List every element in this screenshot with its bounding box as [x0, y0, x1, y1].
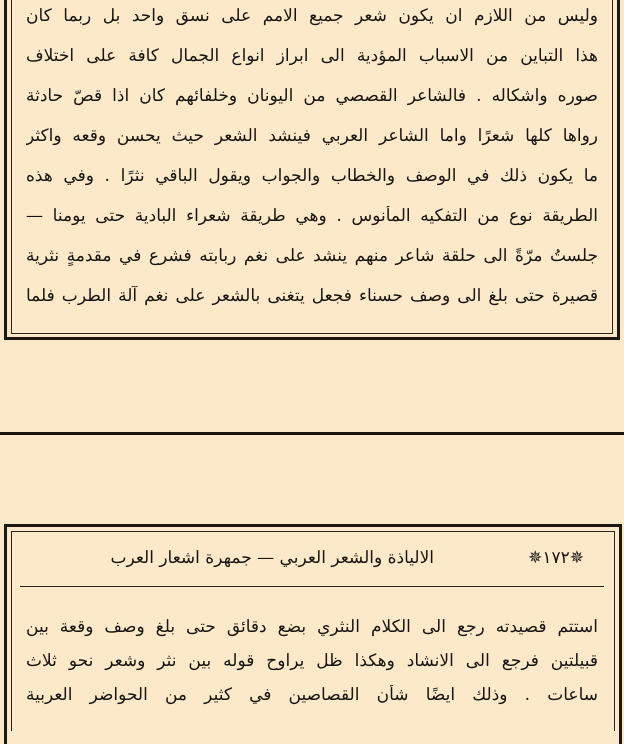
page-number: ✵١٧٢✵	[528, 548, 584, 568]
text-line: صوره واشكاله . فالشاعر القصصي من اليونان وخلفائهم كان اذا قصّ حادثة	[26, 86, 598, 106]
text-line: قبيلتين فرجع الى الانشاد وهكذا ظل يراوح قوله بين نثر وشعر نحو ثلاث	[26, 651, 598, 671]
text-line: ساعات . وذلك ايضًا شأن القصاصين في كثير من الحواضر العربية	[26, 685, 598, 705]
top-page	[0, 0, 624, 346]
text-line: قصيرة حتى بلغ الى وصف حسناء فجعل يتغنى بالشعر على نغم آلة الطرب فلما	[26, 286, 598, 306]
text-line: رواها كلها شعرًا واما الشاعر العربي فينشد الشعر حيث يحسن وقعه واكثر	[26, 126, 598, 146]
page-header	[20, 540, 604, 578]
text-line: الطريقة نوع من التفكيه المأنوس . وهي طريقة شعراء البادية حتى يومنا —	[26, 206, 598, 226]
text-line: وليس من اللازم ان يكون شعر جميع الامم على نسق واحد بل ربما كان	[26, 6, 598, 26]
running-title: الالياذة والشعر العربي — جمهرة اشعار العرب	[110, 548, 434, 568]
page-divider	[0, 432, 624, 435]
top-page-text	[26, 6, 598, 326]
text-line: استتم قصيدته رجع الى الكلام النثري بضع دقائق حتى بلغ وصف وقعة بين	[26, 617, 598, 637]
bottom-page-text	[26, 617, 598, 719]
text-line: ما يكون ذلك في الوصف والخطاب والجواب ويقول الباقي نثرًا . وفي هذه	[26, 166, 598, 186]
text-line: هذا التباين من الاسباب المؤدية الى ابراز انواع الجمال كافة على اختلاف	[26, 46, 598, 66]
header-rule	[20, 586, 604, 587]
text-line: جلستُ مرّةً الى حلقة شاعر منهم ينشد على نغم ربابته فشرع في مقدمةٍ نثرية	[26, 246, 598, 266]
